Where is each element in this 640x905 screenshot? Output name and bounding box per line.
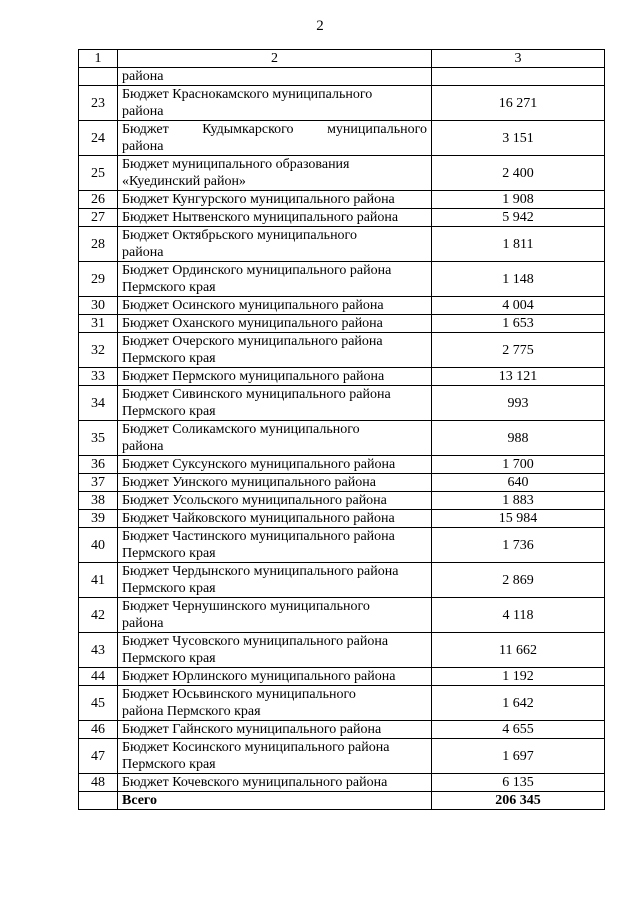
budget-name <box>118 368 432 386</box>
budget-name <box>118 297 432 315</box>
table-row <box>79 121 605 156</box>
budget-name <box>118 86 432 121</box>
budget-name-line: Пермского края <box>122 351 216 366</box>
budget-amount: 1 642 <box>432 686 605 721</box>
column-header-number: 1 <box>79 50 118 68</box>
budget-name <box>118 739 432 774</box>
budget-name-line: района <box>122 616 164 631</box>
table-row <box>79 456 605 474</box>
budget-name-line: Бюджет Чернушинского муниципального <box>122 599 370 614</box>
row-number: 23 <box>79 86 118 121</box>
budget-name-line: Бюджет Чайковского муниципального района <box>122 511 395 526</box>
table-row <box>79 297 605 315</box>
row-number: 45 <box>79 686 118 721</box>
budget-name-line: Бюджет Оханского муниципального района <box>122 316 383 331</box>
budget-name <box>118 563 432 598</box>
budget-name-line: Бюджет Пермского муниципального района <box>122 369 385 384</box>
budget-name-line: Бюджет муниципального образования <box>122 157 350 172</box>
row-number: 39 <box>79 510 118 528</box>
budget-name-line: Бюджет Уинского муниципального района <box>122 475 376 490</box>
budget-name <box>118 598 432 633</box>
row-number: 44 <box>79 668 118 686</box>
table-row <box>79 227 605 262</box>
budget-name-line: Бюджет Косинского муниципального района <box>122 740 390 755</box>
budget-name-line: района <box>122 104 164 119</box>
budget-amount: 1 697 <box>432 739 605 774</box>
budget-name <box>118 492 432 510</box>
budget-name-line: Бюджет Кунгурского муниципального района <box>122 192 395 207</box>
budget-name <box>118 156 432 191</box>
budget-amount: 11 662 <box>432 633 605 668</box>
budget-name <box>118 774 432 792</box>
table-row <box>79 262 605 297</box>
row-number: 43 <box>79 633 118 668</box>
table-row <box>79 668 605 686</box>
total-number-cell <box>79 792 118 810</box>
row-number: 40 <box>79 528 118 563</box>
budget-name-line: Пермского края <box>122 651 216 666</box>
total-amount: 206 345 <box>432 792 605 810</box>
continuation-text: района <box>118 68 432 86</box>
row-number: 46 <box>79 721 118 739</box>
budget-name-line: «Куединский район» <box>122 174 246 189</box>
table-row <box>79 315 605 333</box>
budget-name-line: Бюджет Кудымкарского муниципального <box>122 122 427 137</box>
continuation-amount-cell <box>432 68 605 86</box>
budget-amount: 1 653 <box>432 315 605 333</box>
table-header-row <box>79 50 605 68</box>
budget-amount: 16 271 <box>432 86 605 121</box>
budget-amount: 988 <box>432 421 605 456</box>
budget-name-line: Бюджет Осинского муниципального района <box>122 298 384 313</box>
budget-amount: 2 400 <box>432 156 605 191</box>
budget-amount: 1 148 <box>432 262 605 297</box>
budget-name-line: Пермского края <box>122 280 216 295</box>
row-number: 24 <box>79 121 118 156</box>
row-number: 37 <box>79 474 118 492</box>
budget-name-line: Бюджет Частинского муниципального района <box>122 529 395 544</box>
table-row <box>79 386 605 421</box>
continuation-number-cell <box>79 68 118 86</box>
budget-name-line: Пермского края <box>122 581 216 596</box>
budget-name-line: Бюджет Краснокамского муниципального <box>122 87 373 102</box>
budget-amount: 15 984 <box>432 510 605 528</box>
budget-name <box>118 510 432 528</box>
budget-amount: 4 655 <box>432 721 605 739</box>
row-number: 31 <box>79 315 118 333</box>
table-row <box>79 333 605 368</box>
row-number: 26 <box>79 191 118 209</box>
row-number: 36 <box>79 456 118 474</box>
table-row <box>79 492 605 510</box>
budget-name <box>118 474 432 492</box>
budget-amount: 13 121 <box>432 368 605 386</box>
budget-amount: 5 942 <box>432 209 605 227</box>
budget-name-line: Пермского края <box>122 404 216 419</box>
budget-name <box>118 262 432 297</box>
budget-name-line: Пермского края <box>122 757 216 772</box>
table-row <box>79 686 605 721</box>
table-row <box>79 528 605 563</box>
table-row <box>79 209 605 227</box>
row-number: 29 <box>79 262 118 297</box>
budget-amount: 4 118 <box>432 598 605 633</box>
row-number: 32 <box>79 333 118 368</box>
row-number: 30 <box>79 297 118 315</box>
budget-name <box>118 528 432 563</box>
budget-name <box>118 456 432 474</box>
budget-name-line: Бюджет Юсьвинского муниципального <box>122 687 356 702</box>
table-row <box>79 563 605 598</box>
table-row <box>79 191 605 209</box>
page-number: 2 <box>316 18 324 34</box>
budget-name-line: Бюджет Усольского муниципального района <box>122 493 387 508</box>
total-row <box>79 792 605 810</box>
row-number: 47 <box>79 739 118 774</box>
budget-name-line: Бюджет Кочевского муниципального района <box>122 775 388 790</box>
table-row <box>79 633 605 668</box>
budget-name-line: Бюджет Соликамского муниципального <box>122 422 360 437</box>
budget-amount: 1 736 <box>432 528 605 563</box>
column-header-amount: 3 <box>432 50 605 68</box>
continuation-row <box>79 68 605 86</box>
row-number: 25 <box>79 156 118 191</box>
budget-table <box>78 49 605 810</box>
budget-amount: 4 004 <box>432 297 605 315</box>
row-number: 33 <box>79 368 118 386</box>
budget-name <box>118 191 432 209</box>
budget-amount: 2 869 <box>432 563 605 598</box>
table-row <box>79 86 605 121</box>
budget-amount: 640 <box>432 474 605 492</box>
table-row <box>79 721 605 739</box>
table-row <box>79 739 605 774</box>
row-number: 41 <box>79 563 118 598</box>
budget-name-line: района Пермского края <box>122 704 261 719</box>
budget-name-line: Пермского края <box>122 546 216 561</box>
table-row <box>79 598 605 633</box>
budget-name-line: района <box>122 139 164 154</box>
budget-name-line: Бюджет Сивинского муниципального района <box>122 387 391 402</box>
budget-amount: 993 <box>432 386 605 421</box>
row-number: 42 <box>79 598 118 633</box>
budget-amount: 1 700 <box>432 456 605 474</box>
budget-name <box>118 121 432 156</box>
budget-amount: 6 135 <box>432 774 605 792</box>
row-number: 35 <box>79 421 118 456</box>
budget-amount: 1 883 <box>432 492 605 510</box>
row-number: 28 <box>79 227 118 262</box>
budget-name-line: Бюджет Октябрьского муниципального <box>122 228 357 243</box>
budget-name-line: Бюджет Чусовского муниципального района <box>122 634 389 649</box>
budget-name-line: Бюджет Ординского муниципального района <box>122 263 392 278</box>
budget-amount: 1 192 <box>432 668 605 686</box>
budget-name <box>118 227 432 262</box>
table-row <box>79 368 605 386</box>
column-header-name: 2 <box>118 50 432 68</box>
table-row <box>79 156 605 191</box>
budget-name <box>118 315 432 333</box>
budget-name-line: района <box>122 439 164 454</box>
row-number: 48 <box>79 774 118 792</box>
row-number: 34 <box>79 386 118 421</box>
total-label: Всего <box>118 792 432 810</box>
budget-name <box>118 421 432 456</box>
budget-name <box>118 386 432 421</box>
budget-name-line: Бюджет Нытвенского муниципального района <box>122 210 399 225</box>
budget-name <box>118 686 432 721</box>
table-row <box>79 474 605 492</box>
budget-amount: 3 151 <box>432 121 605 156</box>
row-number: 38 <box>79 492 118 510</box>
budget-name-line: Бюджет Очерского муниципального района <box>122 334 383 349</box>
budget-name-line: Бюджет Юрлинского муниципального района <box>122 669 396 684</box>
budget-name-line: Бюджет Суксунского муниципального района <box>122 457 396 472</box>
budget-name <box>118 668 432 686</box>
budget-amount: 1 908 <box>432 191 605 209</box>
budget-name <box>118 209 432 227</box>
table-row <box>79 510 605 528</box>
budget-name <box>118 633 432 668</box>
budget-name-line: района <box>122 245 164 260</box>
row-number: 27 <box>79 209 118 227</box>
budget-name <box>118 333 432 368</box>
budget-name-line: Бюджет Гайнского муниципального района <box>122 722 382 737</box>
budget-name-line: Бюджет Чердынского муниципального района <box>122 564 399 579</box>
budget-name <box>118 721 432 739</box>
table-row <box>79 774 605 792</box>
budget-amount: 2 775 <box>432 333 605 368</box>
table-row <box>79 421 605 456</box>
budget-amount: 1 811 <box>432 227 605 262</box>
